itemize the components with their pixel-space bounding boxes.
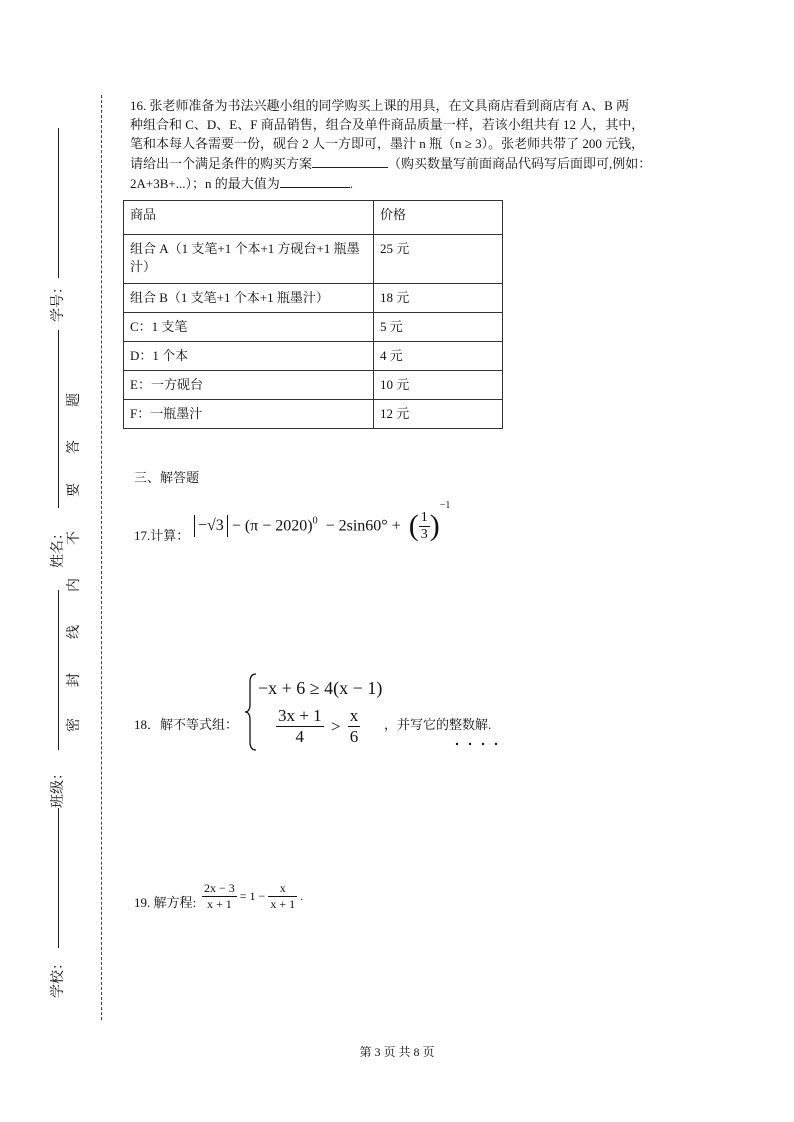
name-line [58, 330, 59, 508]
q19-label: 19. 解方程: [134, 895, 197, 910]
q16-line-4 [130, 153, 690, 173]
student-id-label: 学号： [51, 280, 66, 322]
table-cell-price: 10 元 [374, 371, 503, 400]
student-id-line [58, 128, 59, 278]
q18-tail: ，并写它的整数解. [384, 717, 492, 732]
q17-expression [194, 500, 450, 543]
q18-emphasis-dots [451, 733, 505, 737]
q19-end: . [300, 889, 304, 903]
q18-inequality-1: −x + 6 ≥ 4(x − 1) [258, 678, 383, 698]
table-cell-goods: D：1 个本 [124, 342, 374, 371]
q18-gt: > [330, 716, 341, 736]
table-cell-goods: 组合 A（1 支笔+1 个本+1 方砚台+1 瓶墨汁） [124, 235, 374, 284]
q17-frac-den: 3 [420, 526, 428, 542]
q17-abs-inner: −√3 [198, 517, 224, 535]
school-label: 学校： [51, 956, 66, 998]
class-line [58, 590, 59, 750]
table-cell-goods: F：一瓶墨汁 [124, 400, 374, 429]
seal-char-feng: 封 [67, 673, 82, 687]
q16-line-4-end: （购买数量写前面商品代码写后面即可,例如： [388, 156, 652, 171]
seal-char-xian: 线 [67, 625, 82, 639]
seal-char-mi: 密 [67, 718, 82, 732]
table-row [124, 235, 503, 284]
section-3-title: 三、解答题 [134, 470, 200, 485]
q18-brace [244, 672, 258, 757]
table-row [124, 313, 503, 342]
curly-brace-icon [244, 672, 258, 752]
q17-abs [194, 515, 228, 537]
seal-char-bu: 不 [67, 531, 82, 545]
table-row [124, 400, 503, 429]
table-cell-goods: C：1 支笔 [124, 313, 374, 342]
class-label: 班级： [51, 766, 66, 808]
table-cell-price: 25 元 [374, 235, 503, 284]
q18-frac-1 [276, 706, 324, 747]
table-cell-price: 18 元 [374, 284, 503, 313]
table-row [124, 342, 503, 371]
table-header-goods: 商品 [124, 201, 374, 235]
q17-paren-frac: ( $\frac{1}{3}$ ) [408, 509, 440, 543]
table-row [124, 371, 503, 400]
table-header-row [124, 201, 503, 235]
q19-rhs-den: x + 1 [270, 897, 296, 911]
school-line [58, 808, 59, 948]
seal-char-nei: 内 [67, 578, 82, 592]
q16-answer-blank-1[interactable] [312, 153, 388, 168]
q18-frac-2-den: 6 [349, 727, 359, 746]
name-label: 姓名： [51, 526, 66, 568]
page-footer: 第 3 页 共 8 页 [359, 1045, 435, 1059]
q19-equation [202, 881, 303, 912]
q17-exp-zero: 0 [312, 515, 318, 527]
q18-frac-1-num: 3x + 1 [278, 706, 322, 725]
table-cell-price: 4 元 [374, 342, 503, 371]
table-cell-goods: E：一方砚台 [124, 371, 374, 400]
seal-dashed-line [101, 95, 102, 1020]
q17-frac-num: 1 [420, 509, 428, 525]
q16-line-3: 笔和本每人各需要一份，砚台 2 人一方即可，墨汁 n 瓶（n ≥ 3）。张老师共带了 200 元钱， [130, 136, 645, 151]
table-cell-price: 12 元 [374, 400, 503, 429]
q18-frac-2 [348, 706, 361, 747]
q18-frac-2-num: x [349, 706, 359, 725]
seal-char-yao: 要 [67, 483, 82, 497]
q19-eq: = 1 − [239, 889, 266, 903]
table-cell-price: 5 元 [374, 313, 503, 342]
q16-line-5 [130, 173, 690, 193]
q16-answer-blank-2[interactable] [280, 173, 350, 188]
q17-term-3: − 2sin60° + [321, 517, 405, 535]
q18-label: 18．解不等式组： [134, 717, 239, 732]
seal-char-da: 答 [67, 440, 82, 454]
q19-lhs-frac [202, 881, 237, 912]
q16-line-5-end: . [349, 176, 353, 191]
q17-term-2: − (π − 2020) [231, 517, 313, 535]
q18-inequality-2 [276, 706, 360, 747]
q18-frac-1-den: 4 [295, 727, 305, 746]
q17-label: 17.计算： [134, 528, 190, 543]
q16-line-1: 16. 张老师准备为书法兴趣小组的同学购买上课的用具，在文具商店看到商店有 A、B 两 [130, 98, 630, 113]
table-header-price: 价格 [374, 201, 503, 235]
table-cell-goods: 组合 B（1 支笔+1 个本+1 瓶墨汁） [124, 284, 374, 313]
table-row [124, 284, 503, 313]
q19-lhs-num: 2x − 3 [204, 881, 235, 895]
q19-rhs-frac [268, 881, 297, 912]
q16-line-4-start: 请给出一个满足条件的购买方案 [130, 156, 313, 171]
q17-exp-neg-one: −1 [439, 500, 451, 511]
goods-price-table [123, 200, 503, 429]
q19-lhs-den: x + 1 [207, 897, 232, 911]
q17-fraction [419, 510, 430, 543]
seal-char-ti: 题 [67, 393, 82, 407]
question-16 [130, 96, 690, 193]
q16-line-2: 种组合和 C、D、E、F 商品销售，组合及单件商品质量一样，若该小组共有 12 人，其中， [130, 117, 645, 132]
q19-rhs-num: x [268, 881, 297, 897]
q16-line-5-start: 2A+3B+...）；n 的最大值为 [130, 176, 280, 191]
